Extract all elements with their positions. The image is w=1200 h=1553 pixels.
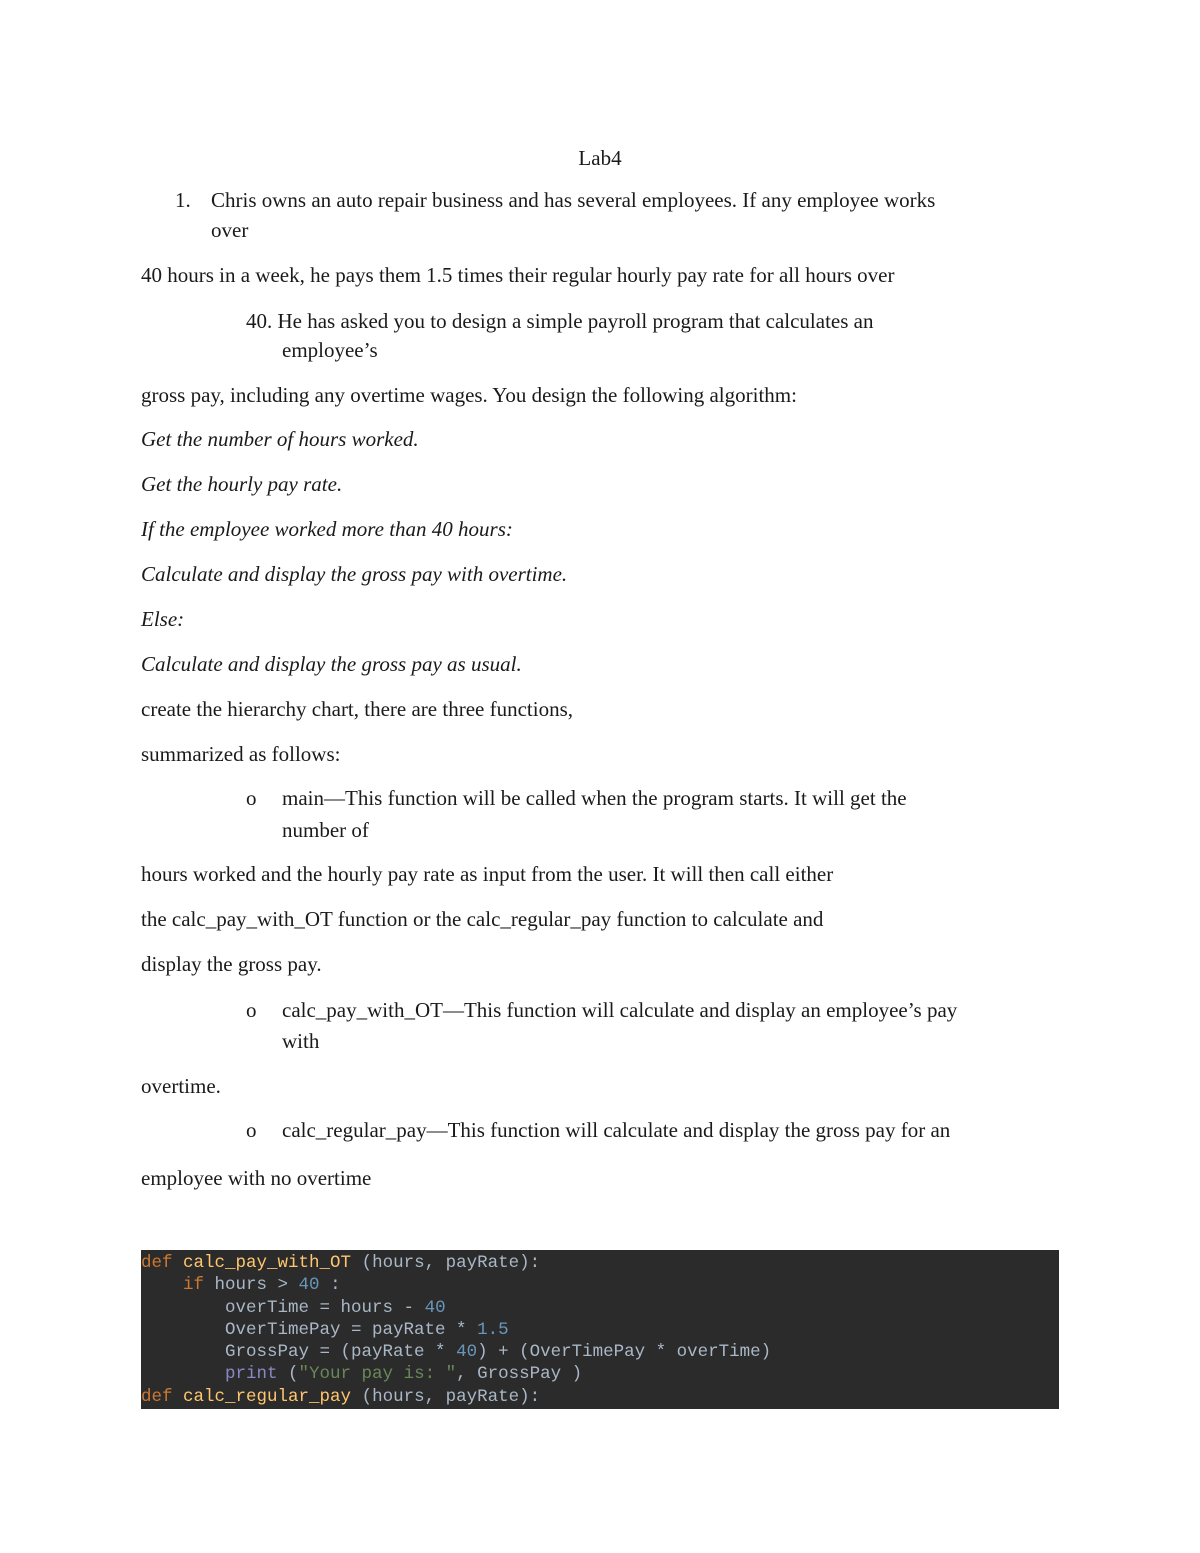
code-text: ( xyxy=(277,1364,299,1385)
code-text: GrossPay = (payRate * xyxy=(225,1342,457,1363)
bullet-ot-line2: with xyxy=(282,1029,320,1053)
paragraph: overtime. xyxy=(141,1074,221,1098)
code-keyword: def xyxy=(141,1253,173,1273)
bullet-regular: calc_regular_pay—This function will calculate and display the gross pay for an xyxy=(282,1118,951,1142)
paragraph: display the gross pay. xyxy=(141,952,322,976)
item1-line1: Chris owns an auto repair business and has several employees. If any employee works xyxy=(211,188,936,212)
algorithm-step: If the employee worked more than 40 hours: xyxy=(141,517,513,541)
item1-line2: over xyxy=(211,218,249,242)
code-number: 40 xyxy=(424,1297,446,1318)
bullet-ot-line1: calc_pay_with_OT—This function will calculate and display an employee’s pay xyxy=(282,998,958,1022)
bullet-marker: o xyxy=(246,786,257,810)
bullet-main-line1: main—This function will be called when the program starts. It will get the xyxy=(282,786,907,810)
code-text: OverTimePay = payRate * xyxy=(225,1319,478,1340)
code-text: : xyxy=(319,1275,341,1296)
code-keyword: if xyxy=(183,1275,205,1296)
code-function-name: calc_regular_pay xyxy=(183,1386,352,1407)
algorithm-step: Else: xyxy=(141,607,185,631)
paragraph: create the hierarchy chart, there are three functions, xyxy=(141,697,573,721)
algorithm-step: Get the number of hours worked. xyxy=(141,427,419,451)
code-builtin: print xyxy=(225,1364,278,1385)
code-params: (hours, payRate): xyxy=(351,1253,541,1273)
algorithm-step: Calculate and display the gross pay with overtime. xyxy=(141,562,568,586)
algorithm-step: Calculate and display the gross pay as usual. xyxy=(141,652,522,676)
code-text: ) + (OverTimePay * overTime) xyxy=(477,1342,772,1363)
code-function-name: calc_pay_with_OT xyxy=(183,1253,352,1273)
code-line xyxy=(141,1252,1059,1274)
paragraph: 40 hours in a week, he pays them 1.5 times their regular hourly pay rate for all hours over xyxy=(141,263,895,287)
code-line xyxy=(141,1386,1059,1408)
code-params: (hours, payRate): xyxy=(351,1386,541,1407)
code-number: 40 xyxy=(298,1275,320,1296)
paragraph: gross pay, including any overtime wages. You design the following algorithm: xyxy=(141,383,797,407)
paragraph: summarized as follows: xyxy=(141,742,341,766)
code-line xyxy=(141,1341,1059,1363)
paragraph: the calc_pay_with_OT function or the calc_regular_pay function to calculate and xyxy=(141,907,824,931)
code-text: overTime = hours - xyxy=(225,1297,425,1318)
code-number: 1.5 xyxy=(477,1319,509,1340)
code-text: hours > xyxy=(204,1275,299,1296)
code-string: "Your pay is: " xyxy=(298,1364,457,1385)
code-line xyxy=(141,1363,1059,1385)
code-text: , GrossPay ) xyxy=(456,1364,583,1385)
paragraph: employee with no overtime xyxy=(141,1166,372,1190)
code-line xyxy=(141,1274,1059,1296)
paragraph-indented-line2: employee’s xyxy=(282,338,378,362)
code-keyword: def xyxy=(141,1386,173,1407)
bullet-main-line2: number of xyxy=(282,818,369,842)
code-line xyxy=(141,1297,1059,1319)
paragraph-indented-line1: 40. He has asked you to design a simple payroll program that calculates an xyxy=(246,309,874,333)
code-block xyxy=(141,1250,1059,1409)
list-number-1: 1. xyxy=(175,188,191,212)
algorithm-step: Get the hourly pay rate. xyxy=(141,472,343,496)
paragraph: hours worked and the hourly pay rate as input from the user. It will then call either xyxy=(141,862,834,886)
bullet-marker: o xyxy=(246,1118,257,1142)
bullet-marker: o xyxy=(246,998,257,1022)
code-number: 40 xyxy=(456,1342,478,1363)
document-title: Lab4 xyxy=(578,146,622,170)
code-line xyxy=(141,1319,1059,1341)
